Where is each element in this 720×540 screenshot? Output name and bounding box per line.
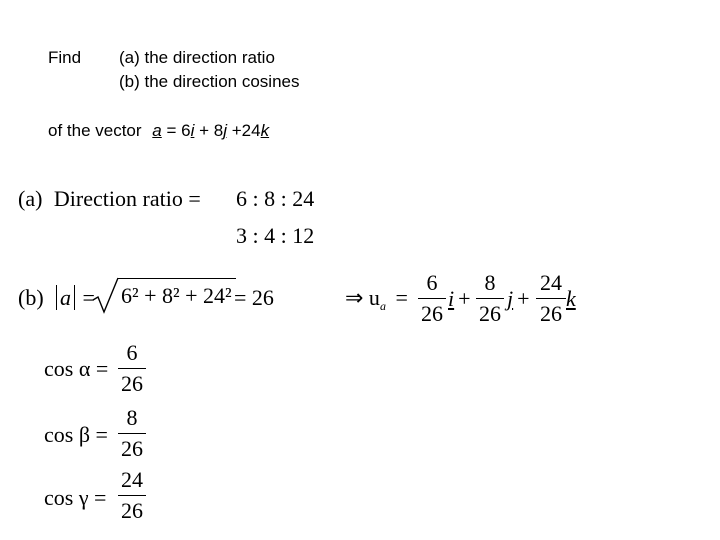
unit-term-k-frac	[536, 270, 566, 327]
fraction-denominator: 26	[121, 436, 143, 461]
vector-a: a	[152, 121, 162, 140]
unit-term-k	[566, 286, 576, 312]
ratio-2: 3 : 4 : 12	[236, 223, 315, 248]
fraction-numerator: 24	[121, 467, 143, 492]
task-a: (a) the direction ratio	[119, 48, 275, 67]
part-b-label: (b)	[18, 285, 44, 310]
unit-term-i-frac	[418, 270, 446, 327]
cos-alpha-label: cos α =	[44, 356, 109, 381]
magnitude-abs: a =	[56, 285, 95, 311]
fraction-denominator: 26	[540, 301, 562, 326]
plus-op: +	[458, 286, 471, 311]
cos-alpha-frac	[118, 340, 146, 397]
unit-vector-lhs	[345, 285, 408, 314]
unit-i: i	[190, 121, 195, 140]
unit-k: k	[260, 121, 270, 140]
magnitude-lhs: a	[56, 285, 75, 310]
unit-term-j	[507, 286, 530, 312]
radical-sign	[92, 276, 120, 316]
unit-term-j-frac	[476, 270, 504, 327]
unit-j: j	[223, 121, 228, 140]
magnitude-result: = 26	[234, 285, 274, 310]
unit-j-symbol: j	[507, 286, 514, 311]
unit-vector-eq: =	[395, 285, 408, 310]
direction-ratio-label: Direction ratio =	[53, 186, 201, 211]
cos-beta-label: cos β =	[44, 422, 108, 447]
fraction-numerator: 6	[126, 340, 138, 365]
vector-eq: = 6	[166, 121, 191, 140]
fraction-denominator: 26	[421, 301, 443, 326]
plus-op: +	[517, 286, 530, 311]
fraction-denominator: 26	[121, 371, 143, 396]
vector-plus24: +24	[231, 121, 261, 140]
magnitude-radicand: 6² + 8² + 24²	[118, 278, 236, 309]
vector-plus8: + 8	[199, 121, 224, 140]
unit-vector-sub: a	[379, 299, 386, 313]
task-b: (b) the direction cosines	[119, 72, 300, 91]
part-a-line	[18, 186, 201, 212]
fraction-numerator: 24	[540, 270, 562, 295]
fraction-denominator: 26	[121, 498, 143, 523]
ratio-1: 6 : 8 : 24	[236, 186, 315, 211]
find-label: Find	[48, 48, 82, 67]
cos-beta-frac	[118, 405, 146, 462]
part-a-label: (a)	[18, 186, 43, 211]
unit-term-i	[448, 286, 471, 312]
unit-k-symbol: k	[566, 286, 576, 311]
fraction-numerator: 6	[426, 270, 438, 295]
unit-i-symbol: i	[448, 286, 455, 311]
fraction-denominator: 26	[479, 301, 501, 326]
unit-vector-u: ⇒ u	[345, 285, 380, 310]
fraction-numerator: 8	[484, 270, 496, 295]
cos-gamma-label: cos γ =	[44, 485, 107, 510]
fraction-numerator: 8	[126, 405, 138, 430]
vector-prefix: of the vector	[48, 121, 142, 140]
vector-statement	[48, 119, 269, 143]
cos-gamma-frac	[118, 467, 146, 524]
